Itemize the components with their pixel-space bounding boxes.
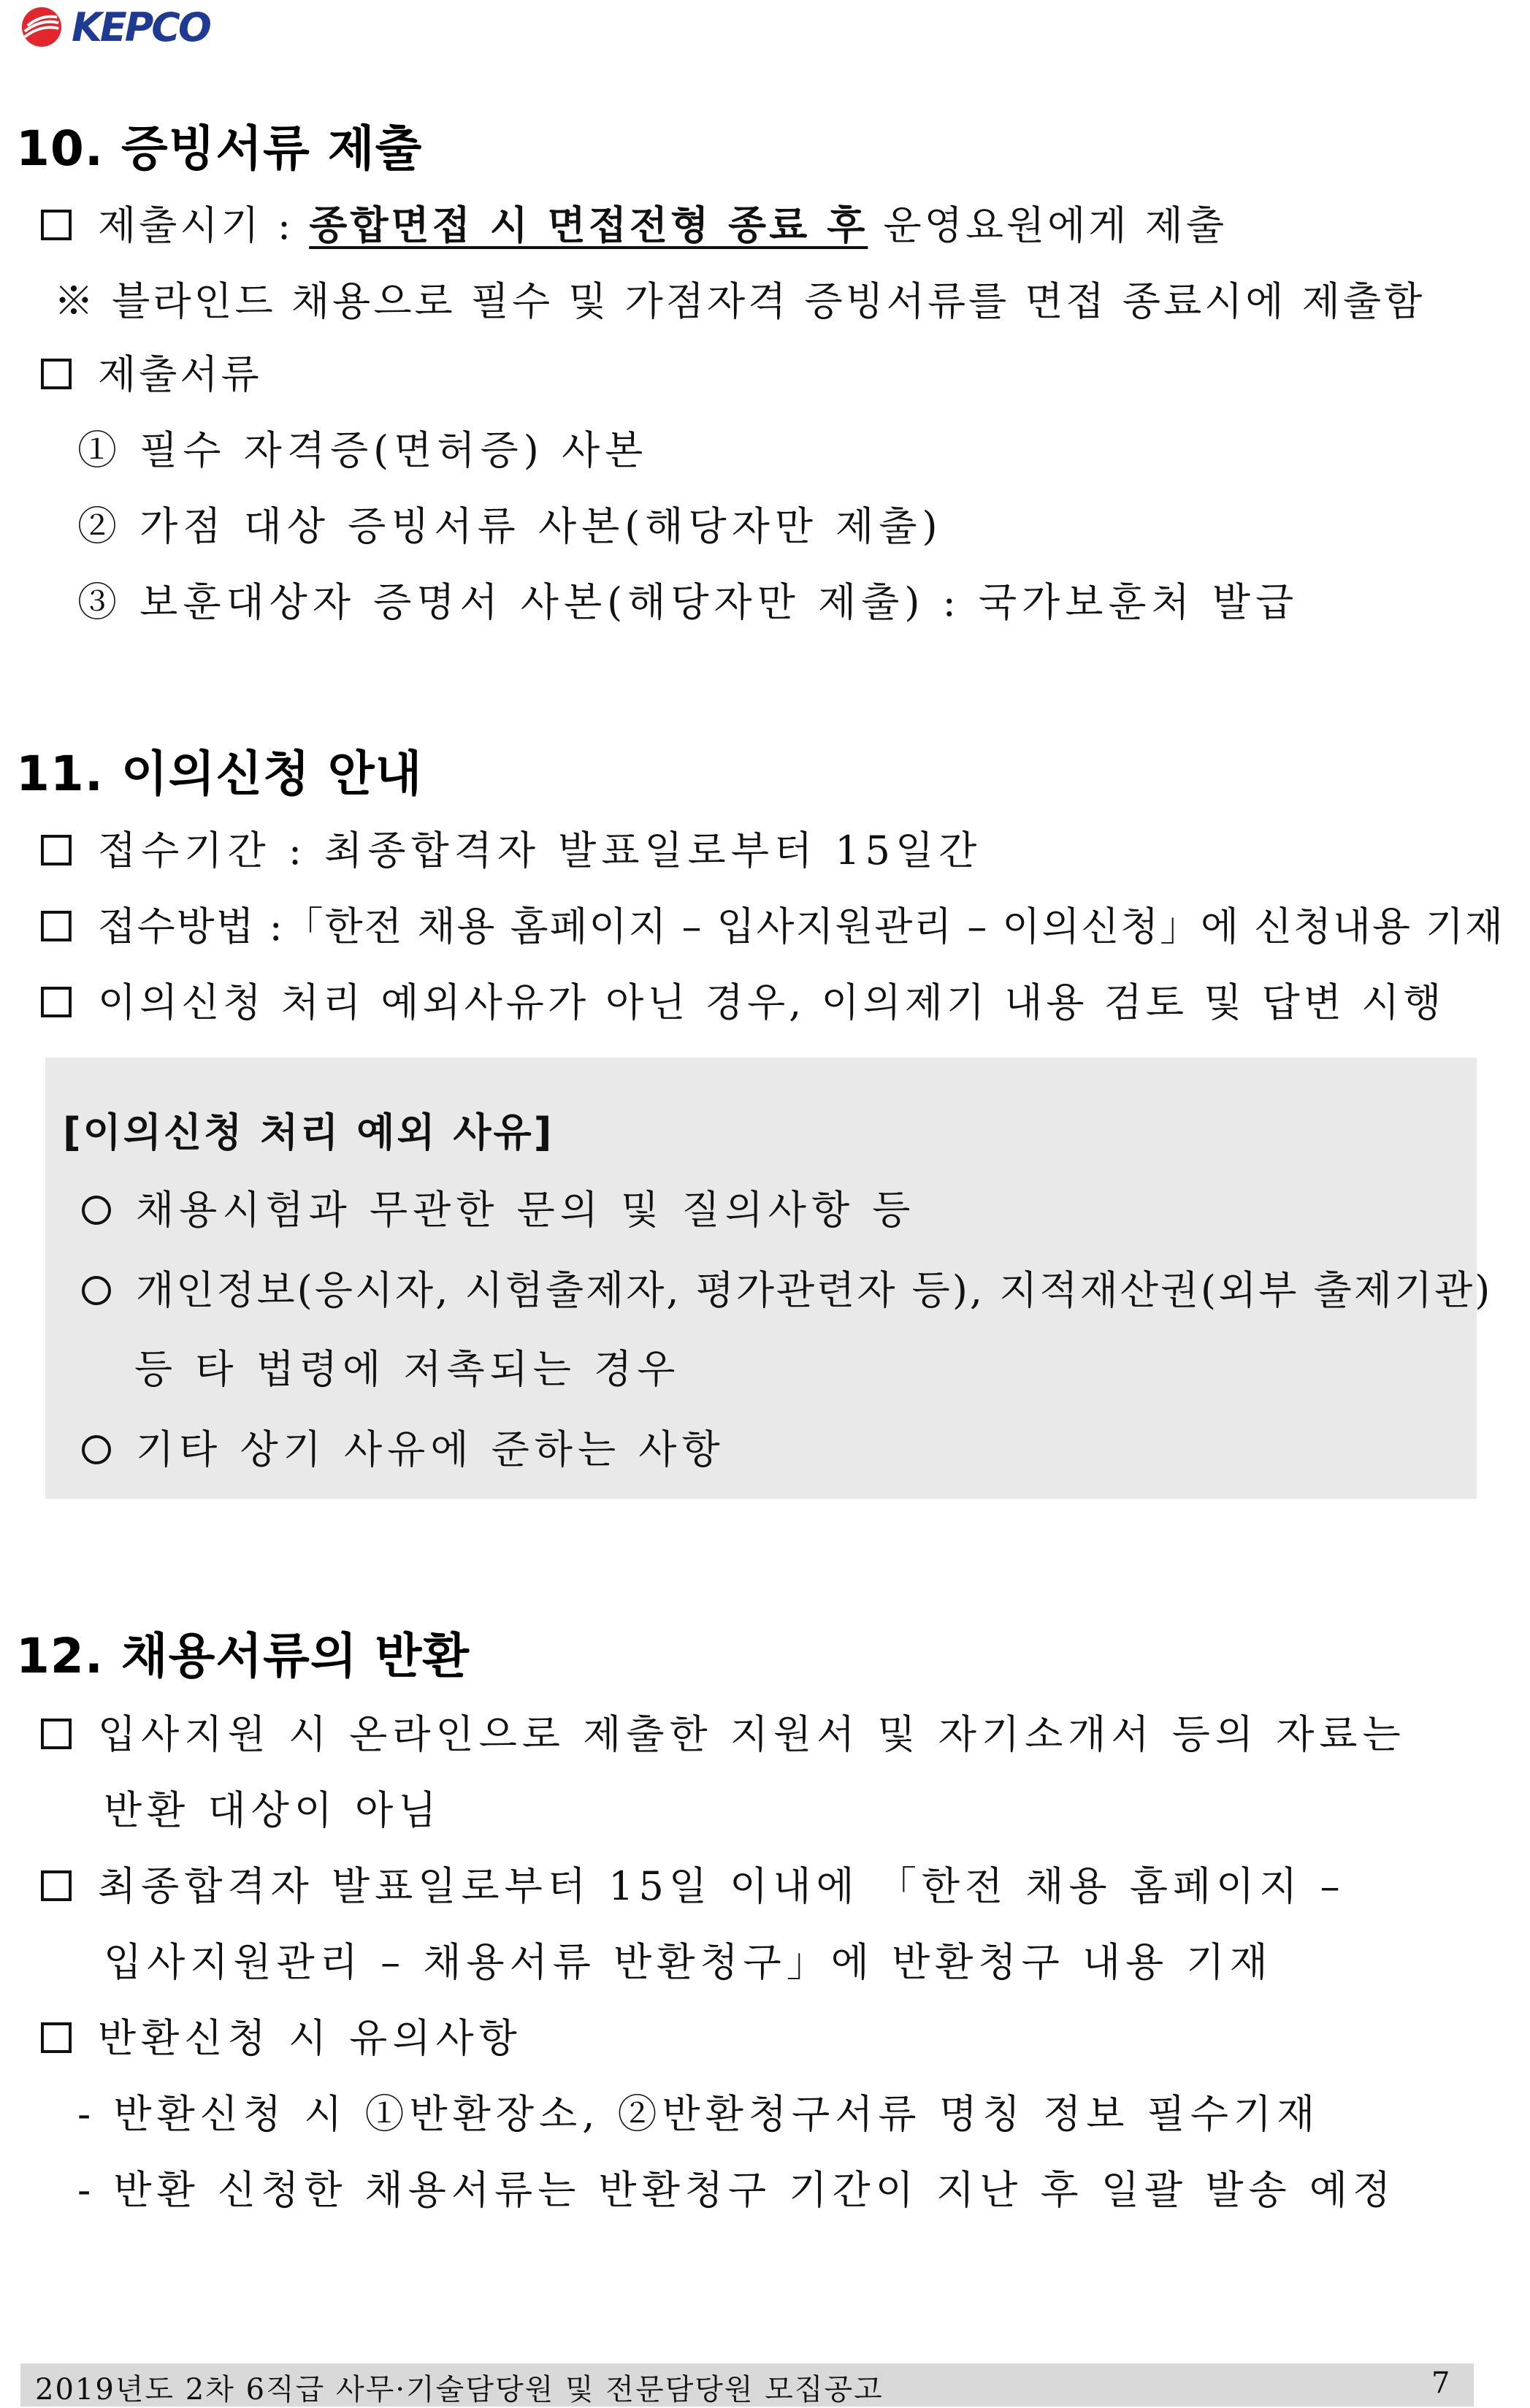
s11-item (41, 819, 982, 876)
s12-item-text: 최종합격자 발표일로부터 15일 이내에 「한전 채용 홈페이지 – (98, 1863, 1345, 1909)
checkbox-square (41, 210, 72, 240)
s12-item (41, 2007, 522, 2063)
s11-item-text: 접수방법 :「한전 채용 홈페이지 – 입사지원관리 – 이의신청」에 신청내용 기재 (97, 903, 1505, 949)
s11-item (41, 971, 1445, 1028)
s10-timing-line (41, 194, 1227, 251)
s12-dash-item: - 반환신청 시 ①반환장소, ②반환청구서류 명칭 정보 필수기재 (77, 2091, 1320, 2137)
kepco-logo (20, 4, 210, 50)
s10-docs-label: 제출서류 (98, 351, 262, 397)
checkbox-square (41, 911, 72, 941)
s12-item (41, 1703, 1406, 1759)
checkbox-square (41, 1870, 72, 1901)
exception-item-text: 개인정보(응시자, 시험출제자, 평가관련자 등), 지적재산권(외부 출제기관) (136, 1267, 1493, 1313)
s12-item-continuation: 입사지원관리 – 채용서류 반환청구」에 반환청구 내용 기재 (104, 1939, 1273, 1985)
s12-dash-item: - 반환 신청한 채용서류는 반환청구 기간이 지난 후 일괄 발송 예정 (77, 2167, 1396, 2213)
circle-bullet (82, 1276, 111, 1305)
exception-item-text: 채용시험과 무관한 문의 및 질의사항 등 (136, 1187, 916, 1233)
checkbox-square (41, 2022, 72, 2053)
s10-doc-item: ③ 보훈대상자 증명서 사본(해당자만 제출) : 국가보훈처 발급 (77, 579, 1299, 625)
s12-item-text: 반환신청 시 유의사항 (98, 2015, 522, 2061)
s10-timing-label: 제출시기 : (98, 202, 310, 248)
s10-doc-item: ① 필수 자격증(면허증) 사본 (77, 427, 649, 473)
circle-bullet (82, 1435, 111, 1464)
kepco-logo-text: KEPCO (72, 4, 210, 50)
checkbox-square (41, 835, 72, 865)
page-number: 7 (1431, 2366, 1450, 2400)
checkbox-square (41, 1719, 72, 1749)
exception-item-continuation: 등 타 법령에 저촉되는 경우 (134, 1346, 681, 1392)
circle-bullet (82, 1196, 111, 1225)
s12-item-text: 입사지원 시 온라인으로 제출한 지원서 및 자기소개서 등의 자료는 (98, 1711, 1406, 1757)
kepco-logo-icon (20, 6, 63, 48)
s12-item (41, 1855, 1345, 1911)
s10-note: ※ 블라인드 채용으로 필수 및 가점자격 증빙서류를 면접 종료시에 제출함 (54, 278, 1426, 324)
exception-box-title: [이의신청 처리 예외 사유] (63, 1109, 554, 1155)
section-12-title: 12. 채용서류의 반환 (16, 1628, 470, 1684)
checkbox-square (41, 987, 72, 1017)
exception-item-text: 기타 상기 사유에 준하는 사항 (136, 1426, 725, 1472)
s11-item-text: 접수기간 : 최종합격자 발표일로부터 15일간 (98, 827, 982, 874)
s10-docs-line (41, 343, 262, 400)
s11-item-text: 이의신청 처리 예외사유가 아닌 경우, 이의제기 내용 검토 및 답변 시행 (98, 979, 1445, 1025)
s10-timing-rest: 운영요원에게 제출 (868, 202, 1228, 248)
s12-item-continuation: 반환 대상이 아님 (104, 1787, 442, 1833)
s10-timing-emphasis: 종합면접 시 면접전형 종료 후 (309, 202, 868, 248)
exception-item (82, 1259, 1492, 1315)
s11-item (41, 895, 1504, 952)
section-10-title: 10. 증빙서류 제출 (16, 121, 423, 177)
exception-item (82, 1418, 725, 1475)
exception-item (82, 1179, 915, 1235)
s10-doc-item: ② 가점 대상 증빙서류 사본(해당자만 제출) (77, 503, 943, 549)
section-11-title: 11. 이의신청 안내 (16, 746, 423, 802)
footer-title: 2019년도 2차 6직급 사무·기술담당원 및 전문담당원 모집공고 (35, 2373, 884, 2407)
checkbox-square (41, 359, 72, 389)
